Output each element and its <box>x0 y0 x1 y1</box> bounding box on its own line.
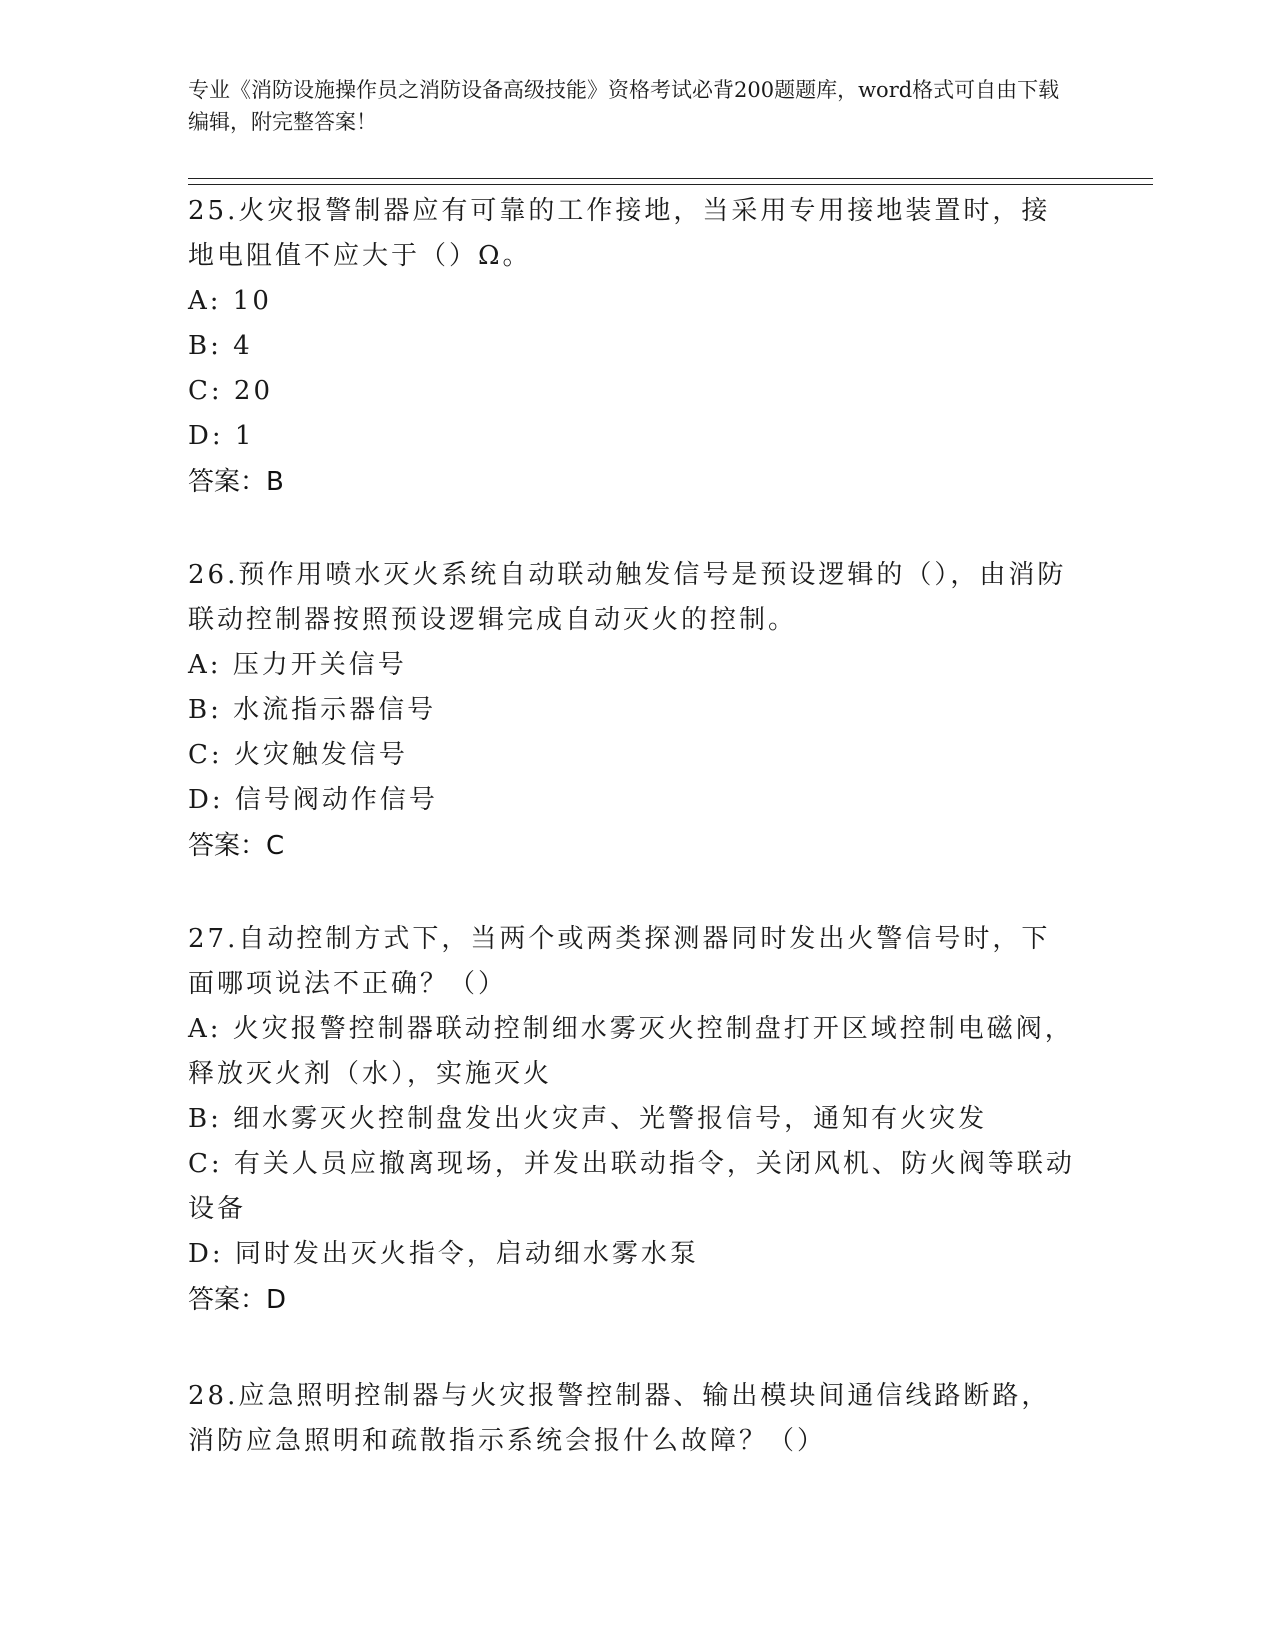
option-b: B: 细水雾灭火控制盘发出火灾声、光警报信号，通知有火灾发 <box>188 1104 988 1134</box>
question-26 <box>188 553 1078 869</box>
question-stem: 27.自动控制方式下，当两个或两类探测器同时发出火警信号时，下面哪项说法不正确？（） <box>188 924 1051 999</box>
option-b: B: 水流指示器信号 <box>188 695 437 725</box>
option-c: C: 20 <box>188 376 274 406</box>
answer-line: 答案：B <box>188 467 284 497</box>
question-stem: 28.应急照明控制器与火灾报警控制器、输出模块间通信线路断路，消防应急照明和疏散指示系统会报什么故障？（） <box>188 1381 1051 1456</box>
header-divider-bottom <box>188 184 1153 185</box>
document-header: 专业《消防设施操作员之消防设备高级技能》资格考试必背200题题库，word格式可自由下载编辑，附完整答案！ <box>188 78 1060 134</box>
option-d: D: 同时发出灭火指令，启动细水雾水泵 <box>188 1239 699 1269</box>
option-a: A: 压力开关信号 <box>188 650 407 680</box>
option-d: D: 1 <box>188 421 255 451</box>
question-27 <box>188 917 1078 1323</box>
header-divider-top <box>188 178 1153 179</box>
question-stem: 25.火灾报警制器应有可靠的工作接地，当采用专用接地装置时，接地电阻值不应大于（）Ω。 <box>188 196 1051 271</box>
question-28 <box>188 1374 1078 1464</box>
option-c: C: 有关人员应撤离现场，并发出联动指令，关闭风机、防火阀等联动设备 <box>188 1149 1075 1224</box>
option-a: A: 火灾报警控制器联动控制细水雾灭火控制盘打开区域控制电磁阀，释放灭火剂（水），实施灭火 <box>188 1014 1074 1089</box>
answer-line: 答案：C <box>188 831 285 861</box>
answer-line: 答案：D <box>188 1285 287 1315</box>
option-b: B: 4 <box>188 331 253 361</box>
option-c: C: 火灾触发信号 <box>188 740 408 770</box>
question-stem: 26.预作用喷水灭火系统自动联动触发信号是预设逻辑的（），由消防联动控制器按照预设逻辑完成自动灭火的控制。 <box>188 560 1067 635</box>
option-a: A: 10 <box>188 286 272 316</box>
question-25 <box>188 189 1078 505</box>
option-d: D: 信号阀动作信号 <box>188 785 438 815</box>
